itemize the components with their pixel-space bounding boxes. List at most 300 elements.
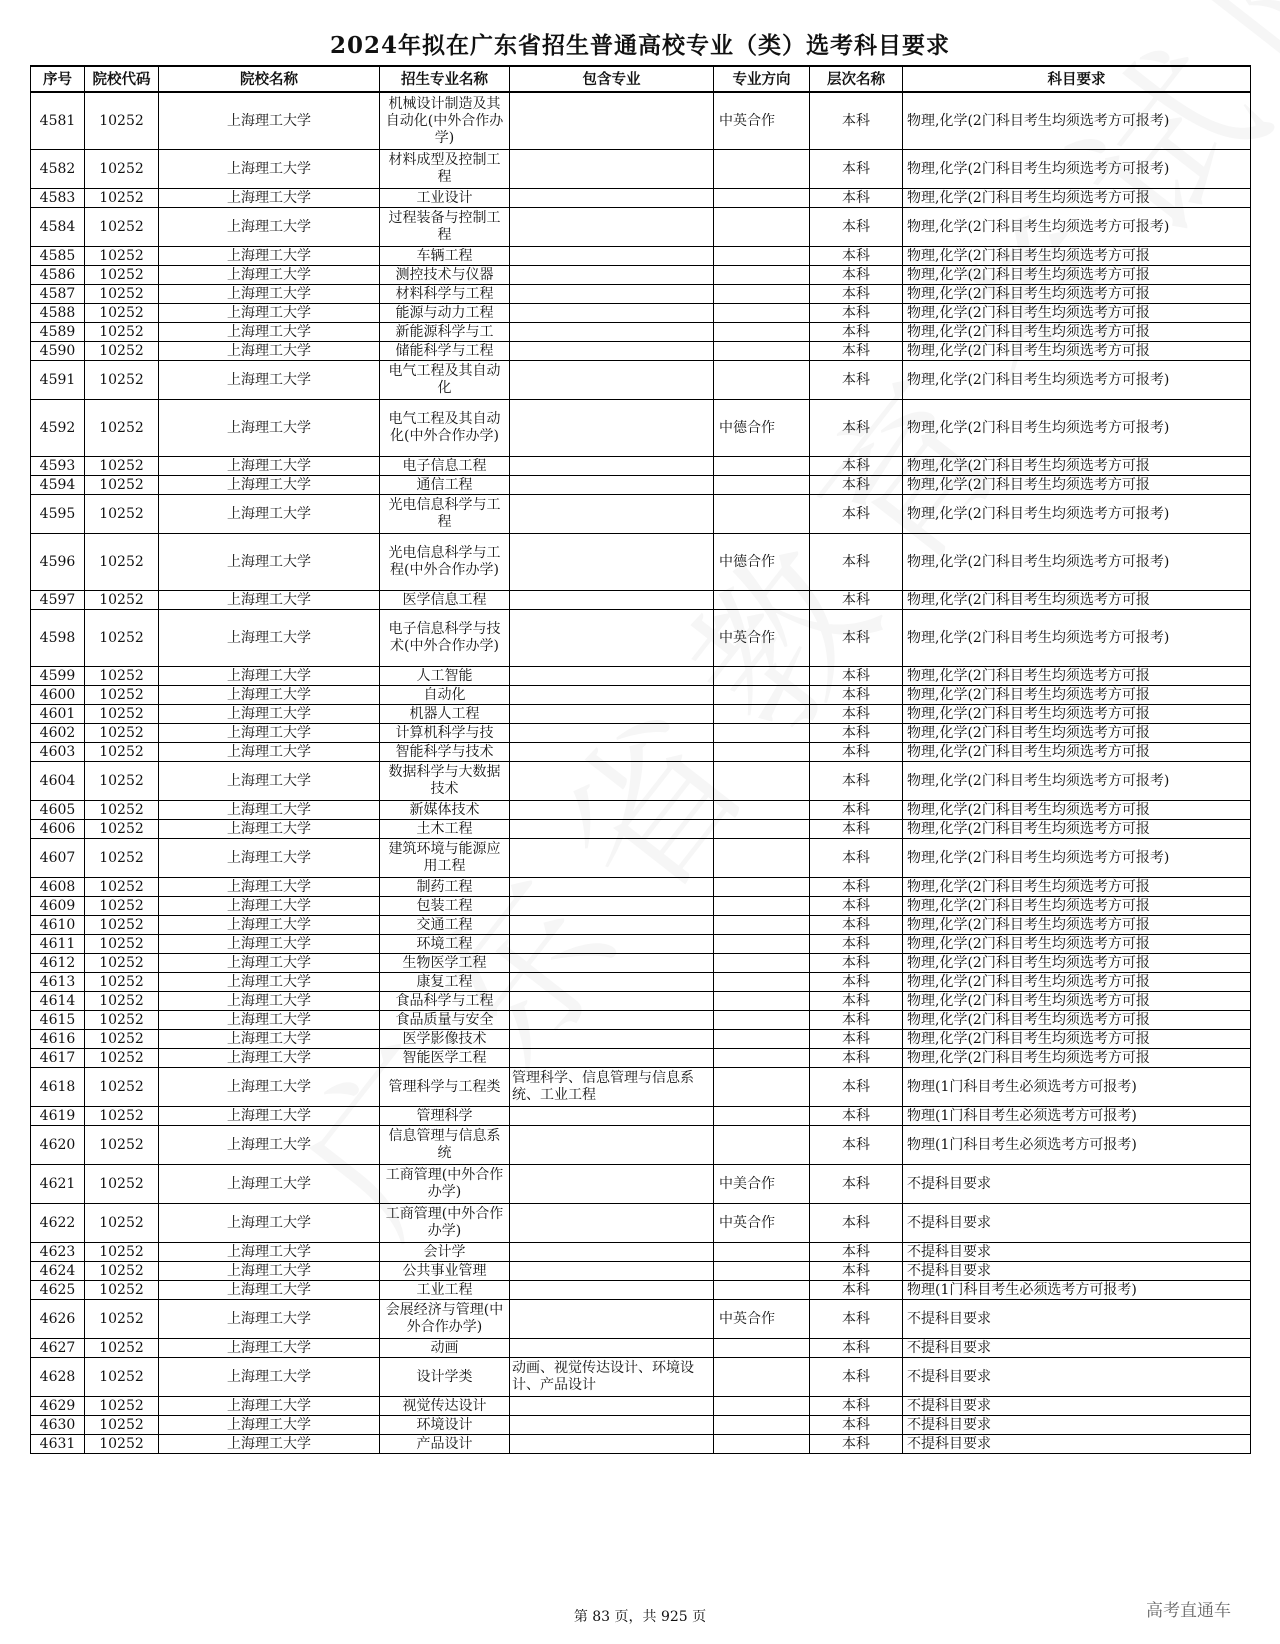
cell-school-name: 上海理工大学 (159, 839, 380, 878)
cell-no: 4600 (31, 686, 85, 705)
cell-level: 本科 (810, 973, 903, 992)
cell-major-name: 数据科学与大数据技术 (380, 762, 510, 801)
cell-direction (714, 801, 810, 820)
cell-school-name: 上海理工大学 (159, 1435, 380, 1454)
cell-included-majors (510, 762, 714, 801)
cell-major-name: 光电信息科学与工程(中外合作办学) (380, 534, 510, 591)
cell-major-name: 建筑环境与能源应用工程 (380, 839, 510, 878)
cell-level: 本科 (810, 743, 903, 762)
cell-direction (714, 1068, 810, 1107)
header-school-name: 院校名称 (159, 66, 380, 92)
cell-level: 本科 (810, 495, 903, 534)
cell-included-majors: 管理科学、信息管理与信息系统、工业工程 (510, 1068, 714, 1107)
cell-school-code: 10252 (85, 992, 159, 1011)
cell-school-name: 上海理工大学 (159, 1165, 380, 1204)
cell-school-code: 10252 (85, 1030, 159, 1049)
cell-included-majors (510, 1339, 714, 1358)
cell-level: 本科 (810, 954, 903, 973)
table-row (31, 534, 1251, 591)
cell-subject-requirement: 物理,化学(2门科目考生均须选考方可报 (903, 916, 1251, 935)
cell-direction (714, 1358, 810, 1397)
cell-direction: 中德合作 (714, 400, 810, 457)
cell-subject-requirement: 物理,化学(2门科目考生均须选考方可报 (903, 323, 1251, 342)
cell-included-majors (510, 1049, 714, 1068)
cell-direction (714, 839, 810, 878)
cell-no: 4608 (31, 878, 85, 897)
cell-direction (714, 189, 810, 208)
page-title: 2024年拟在广东省招生普通高校专业（类）选考科目要求 (329, 32, 950, 59)
cell-school-code: 10252 (85, 1416, 159, 1435)
cell-level: 本科 (810, 1358, 903, 1397)
cell-school-name: 上海理工大学 (159, 916, 380, 935)
cell-level: 本科 (810, 1416, 903, 1435)
cell-major-name: 电气工程及其自动化 (380, 361, 510, 400)
cell-school-code: 10252 (85, 361, 159, 400)
cell-no: 4598 (31, 610, 85, 667)
cell-direction (714, 1339, 810, 1358)
cell-school-name: 上海理工大学 (159, 189, 380, 208)
cell-school-name: 上海理工大学 (159, 1416, 380, 1435)
cell-no: 4601 (31, 705, 85, 724)
cell-level: 本科 (810, 1030, 903, 1049)
cell-school-code: 10252 (85, 150, 159, 189)
cell-level: 本科 (810, 897, 903, 916)
cell-no: 4606 (31, 820, 85, 839)
cell-included-majors (510, 266, 714, 285)
cell-major-name: 自动化 (380, 686, 510, 705)
cell-direction (714, 323, 810, 342)
table-row (31, 992, 1251, 1011)
cell-major-name: 工业工程 (380, 1281, 510, 1300)
cell-school-code: 10252 (85, 1107, 159, 1126)
cell-direction (714, 954, 810, 973)
brand-logo: 高考直通车 (1146, 1601, 1231, 1621)
cell-school-name: 上海理工大学 (159, 534, 380, 591)
cell-major-name: 医学影像技术 (380, 1030, 510, 1049)
cell-included-majors (510, 1397, 714, 1416)
table-row (31, 686, 1251, 705)
cell-school-name: 上海理工大学 (159, 705, 380, 724)
cell-level: 本科 (810, 361, 903, 400)
cell-major-name: 人工智能 (380, 667, 510, 686)
cell-included-majors (510, 189, 714, 208)
cell-level: 本科 (810, 266, 903, 285)
cell-level: 本科 (810, 705, 903, 724)
cell-school-name: 上海理工大学 (159, 150, 380, 189)
cell-direction (714, 935, 810, 954)
cell-included-majors (510, 705, 714, 724)
cell-direction (714, 743, 810, 762)
cell-included-majors (510, 495, 714, 534)
cell-school-name: 上海理工大学 (159, 878, 380, 897)
cell-included-majors (510, 1030, 714, 1049)
cell-school-name: 上海理工大学 (159, 820, 380, 839)
cell-school-name: 上海理工大学 (159, 457, 380, 476)
cell-subject-requirement: 物理,化学(2门科目考生均须选考方可报 (903, 476, 1251, 495)
cell-no: 4596 (31, 534, 85, 591)
page-number: 第 83 页，共 925 页 (573, 1609, 707, 1625)
cell-level: 本科 (810, 667, 903, 686)
cell-major-name: 测控技术与仪器 (380, 266, 510, 285)
cell-subject-requirement: 物理,化学(2门科目考生均须选考方可报 (903, 247, 1251, 266)
table-row (31, 724, 1251, 743)
cell-school-code: 10252 (85, 266, 159, 285)
table-row (31, 247, 1251, 266)
table-row (31, 705, 1251, 724)
cell-included-majors (510, 400, 714, 457)
cell-subject-requirement: 不提科目要求 (903, 1416, 1251, 1435)
cell-no: 4607 (31, 839, 85, 878)
table-row (31, 189, 1251, 208)
cell-major-name: 车辆工程 (380, 247, 510, 266)
cell-school-code: 10252 (85, 1281, 159, 1300)
cell-school-code: 10252 (85, 705, 159, 724)
cell-school-name: 上海理工大学 (159, 247, 380, 266)
cell-no: 4593 (31, 457, 85, 476)
cell-subject-requirement: 物理(1门科目考生必须选考方可报考) (903, 1107, 1251, 1126)
cell-school-name: 上海理工大学 (159, 1339, 380, 1358)
header-level: 层次名称 (810, 66, 903, 92)
cell-level: 本科 (810, 820, 903, 839)
cell-included-majors (510, 285, 714, 304)
table-row (31, 1030, 1251, 1049)
cell-subject-requirement: 物理,化学(2门科目考生均须选考方可报 (903, 935, 1251, 954)
cell-major-name: 食品科学与工程 (380, 992, 510, 1011)
cell-direction (714, 285, 810, 304)
cell-no: 4595 (31, 495, 85, 534)
cell-included-majors (510, 323, 714, 342)
cell-no: 4620 (31, 1126, 85, 1165)
cell-subject-requirement: 物理,化学(2门科目考生均须选考方可报 (903, 992, 1251, 1011)
cell-included-majors (510, 457, 714, 476)
cell-no: 4604 (31, 762, 85, 801)
cell-level: 本科 (810, 1011, 903, 1030)
cell-school-code: 10252 (85, 457, 159, 476)
cell-included-majors (510, 820, 714, 839)
cell-major-name: 土木工程 (380, 820, 510, 839)
cell-subject-requirement: 物理,化学(2门科目考生均须选考方可报 (903, 342, 1251, 361)
cell-subject-requirement: 物理,化学(2门科目考生均须选考方可报 (903, 724, 1251, 743)
cell-level: 本科 (810, 208, 903, 247)
cell-school-name: 上海理工大学 (159, 992, 380, 1011)
cell-school-code: 10252 (85, 1204, 159, 1243)
cell-school-name: 上海理工大学 (159, 954, 380, 973)
cell-subject-requirement: 不提科目要求 (903, 1262, 1251, 1281)
cell-major-name: 设计学类 (380, 1358, 510, 1397)
cell-school-code: 10252 (85, 591, 159, 610)
cell-no: 4618 (31, 1068, 85, 1107)
table-row (31, 1397, 1251, 1416)
cell-no: 4581 (31, 92, 85, 150)
cell-school-code: 10252 (85, 1049, 159, 1068)
cell-level: 本科 (810, 762, 903, 801)
cell-major-name: 会展经济与管理(中外合作办学) (380, 1300, 510, 1339)
cell-subject-requirement: 不提科目要求 (903, 1204, 1251, 1243)
cell-school-code: 10252 (85, 686, 159, 705)
table-body (31, 92, 1251, 1454)
cell-major-name: 医学信息工程 (380, 591, 510, 610)
cell-no: 4583 (31, 189, 85, 208)
cell-school-code: 10252 (85, 1300, 159, 1339)
cell-school-name: 上海理工大学 (159, 1243, 380, 1262)
cell-direction (714, 342, 810, 361)
cell-no: 4626 (31, 1300, 85, 1339)
cell-included-majors (510, 801, 714, 820)
cell-level: 本科 (810, 1243, 903, 1262)
cell-included-majors (510, 1204, 714, 1243)
cell-major-name: 材料成型及控制工程 (380, 150, 510, 189)
table-row (31, 1281, 1251, 1300)
cell-included-majors (510, 686, 714, 705)
cell-school-name: 上海理工大学 (159, 1068, 380, 1107)
cell-school-code: 10252 (85, 762, 159, 801)
cell-school-name: 上海理工大学 (159, 1126, 380, 1165)
cell-included-majors (510, 743, 714, 762)
cell-direction (714, 304, 810, 323)
table-row (31, 1416, 1251, 1435)
cell-major-name: 生物医学工程 (380, 954, 510, 973)
cell-level: 本科 (810, 1397, 903, 1416)
cell-school-code: 10252 (85, 1397, 159, 1416)
cell-level: 本科 (810, 150, 903, 189)
cell-no: 4610 (31, 916, 85, 935)
cell-level: 本科 (810, 1068, 903, 1107)
table-row (31, 1204, 1251, 1243)
cell-school-name: 上海理工大学 (159, 801, 380, 820)
cell-included-majors (510, 1435, 714, 1454)
header-included-majors: 包含专业 (510, 66, 714, 92)
cell-no: 4617 (31, 1049, 85, 1068)
cell-school-name: 上海理工大学 (159, 686, 380, 705)
table-row (31, 973, 1251, 992)
cell-included-majors (510, 878, 714, 897)
cell-school-name: 上海理工大学 (159, 495, 380, 534)
table-row (31, 820, 1251, 839)
cell-school-code: 10252 (85, 973, 159, 992)
cell-direction (714, 361, 810, 400)
cell-school-code: 10252 (85, 1126, 159, 1165)
cell-school-code: 10252 (85, 1262, 159, 1281)
cell-level: 本科 (810, 1435, 903, 1454)
cell-level: 本科 (810, 457, 903, 476)
cell-level: 本科 (810, 323, 903, 342)
cell-no: 4589 (31, 323, 85, 342)
cell-major-name: 电子信息工程 (380, 457, 510, 476)
cell-subject-requirement: 物理,化学(2门科目考生均须选考方可报考) (903, 208, 1251, 247)
table-row (31, 342, 1251, 361)
cell-subject-requirement: 物理(1门科目考生必须选考方可报考) (903, 1068, 1251, 1107)
cell-direction (714, 247, 810, 266)
cell-school-name: 上海理工大学 (159, 208, 380, 247)
cell-direction: 中英合作 (714, 1300, 810, 1339)
cell-no: 4614 (31, 992, 85, 1011)
table-row (31, 1243, 1251, 1262)
cell-no: 4591 (31, 361, 85, 400)
cell-level: 本科 (810, 1281, 903, 1300)
cell-subject-requirement: 物理,化学(2门科目考生均须选考方可报 (903, 1011, 1251, 1030)
cell-subject-requirement: 物理,化学(2门科目考生均须选考方可报考) (903, 762, 1251, 801)
cell-no: 4625 (31, 1281, 85, 1300)
cell-major-name: 能源与动力工程 (380, 304, 510, 323)
cell-major-name: 包装工程 (380, 897, 510, 916)
cell-subject-requirement: 物理,化学(2门科目考生均须选考方可报 (903, 266, 1251, 285)
cell-subject-requirement: 物理,化学(2门科目考生均须选考方可报考) (903, 361, 1251, 400)
cell-included-majors (510, 667, 714, 686)
cell-no: 4584 (31, 208, 85, 247)
cell-major-name: 环境工程 (380, 935, 510, 954)
header-no: 序号 (31, 66, 85, 92)
table-row (31, 208, 1251, 247)
cell-no: 4631 (31, 1435, 85, 1454)
cell-major-name: 光电信息科学与工程 (380, 495, 510, 534)
cell-level: 本科 (810, 839, 903, 878)
cell-subject-requirement: 不提科目要求 (903, 1243, 1251, 1262)
cell-included-majors (510, 1011, 714, 1030)
cell-school-name: 上海理工大学 (159, 285, 380, 304)
cell-school-name: 上海理工大学 (159, 743, 380, 762)
cell-level: 本科 (810, 476, 903, 495)
cell-major-name: 公共事业管理 (380, 1262, 510, 1281)
cell-major-name: 电气工程及其自动化(中外合作办学) (380, 400, 510, 457)
cell-level: 本科 (810, 92, 903, 150)
cell-school-code: 10252 (85, 208, 159, 247)
cell-included-majors (510, 1107, 714, 1126)
cell-subject-requirement: 物理,化学(2门科目考生均须选考方可报 (903, 285, 1251, 304)
cell-direction (714, 591, 810, 610)
cell-school-code: 10252 (85, 935, 159, 954)
cell-subject-requirement: 物理,化学(2门科目考生均须选考方可报 (903, 954, 1251, 973)
cell-school-code: 10252 (85, 743, 159, 762)
cell-major-name: 过程装备与控制工程 (380, 208, 510, 247)
table-row (31, 304, 1251, 323)
cell-included-majors (510, 992, 714, 1011)
cell-major-name: 会计学 (380, 1243, 510, 1262)
cell-included-majors: 动画、视觉传达设计、环境设计、产品设计 (510, 1358, 714, 1397)
cell-no: 4590 (31, 342, 85, 361)
table-row (31, 801, 1251, 820)
table-row (31, 1300, 1251, 1339)
cell-level: 本科 (810, 1107, 903, 1126)
table-row (31, 935, 1251, 954)
cell-school-code: 10252 (85, 342, 159, 361)
table-row (31, 1262, 1251, 1281)
table-row (31, 457, 1251, 476)
cell-subject-requirement: 物理,化学(2门科目考生均须选考方可报 (903, 878, 1251, 897)
cell-no: 4592 (31, 400, 85, 457)
cell-no: 4588 (31, 304, 85, 323)
table-row (31, 266, 1251, 285)
cell-direction (714, 476, 810, 495)
cell-level: 本科 (810, 591, 903, 610)
cell-school-name: 上海理工大学 (159, 361, 380, 400)
cell-level: 本科 (810, 1262, 903, 1281)
cell-included-majors (510, 954, 714, 973)
cell-no: 4627 (31, 1339, 85, 1358)
cell-direction (714, 1262, 810, 1281)
table-row (31, 400, 1251, 457)
cell-major-name: 工商管理(中外合作办学) (380, 1204, 510, 1243)
cell-included-majors (510, 839, 714, 878)
table-row (31, 92, 1251, 150)
cell-school-code: 10252 (85, 400, 159, 457)
cell-school-name: 上海理工大学 (159, 935, 380, 954)
cell-school-code: 10252 (85, 92, 159, 150)
cell-subject-requirement: 物理,化学(2门科目考生均须选考方可报 (903, 667, 1251, 686)
cell-level: 本科 (810, 285, 903, 304)
cell-level: 本科 (810, 935, 903, 954)
cell-subject-requirement: 物理(1门科目考生必须选考方可报考) (903, 1281, 1251, 1300)
cell-subject-requirement: 物理,化学(2门科目考生均须选考方可报 (903, 686, 1251, 705)
cell-no: 4586 (31, 266, 85, 285)
header-subject-requirement: 科目要求 (903, 66, 1251, 92)
cell-school-name: 上海理工大学 (159, 610, 380, 667)
cell-subject-requirement: 物理,化学(2门科目考生均须选考方可报 (903, 973, 1251, 992)
cell-direction (714, 1126, 810, 1165)
cell-school-code: 10252 (85, 1011, 159, 1030)
cell-direction (714, 1435, 810, 1454)
cell-level: 本科 (810, 247, 903, 266)
cell-school-name: 上海理工大学 (159, 266, 380, 285)
cell-direction (714, 1243, 810, 1262)
cell-included-majors (510, 916, 714, 935)
table-row (31, 1107, 1251, 1126)
cell-subject-requirement: 物理,化学(2门科目考生均须选考方可报考) (903, 839, 1251, 878)
cell-included-majors (510, 304, 714, 323)
cell-subject-requirement: 物理,化学(2门科目考生均须选考方可报考) (903, 534, 1251, 591)
cell-school-name: 上海理工大学 (159, 304, 380, 323)
cell-major-name: 环境设计 (380, 1416, 510, 1435)
cell-major-name: 动画 (380, 1339, 510, 1358)
cell-major-name: 康复工程 (380, 973, 510, 992)
cell-direction (714, 1416, 810, 1435)
cell-direction (714, 686, 810, 705)
cell-school-code: 10252 (85, 610, 159, 667)
cell-no: 4613 (31, 973, 85, 992)
cell-school-code: 10252 (85, 839, 159, 878)
table-row (31, 1435, 1251, 1454)
cell-included-majors (510, 1281, 714, 1300)
cell-level: 本科 (810, 1339, 903, 1358)
table-row (31, 762, 1251, 801)
table-row (31, 1126, 1251, 1165)
cell-no: 4605 (31, 801, 85, 820)
cell-major-name: 信息管理与信息系统 (380, 1126, 510, 1165)
cell-included-majors (510, 1165, 714, 1204)
cell-no: 4603 (31, 743, 85, 762)
cell-subject-requirement: 物理,化学(2门科目考生均须选考方可报考) (903, 92, 1251, 150)
cell-school-name: 上海理工大学 (159, 476, 380, 495)
cell-school-code: 10252 (85, 476, 159, 495)
table-row (31, 591, 1251, 610)
cell-included-majors (510, 973, 714, 992)
cell-level: 本科 (810, 1165, 903, 1204)
cell-school-code: 10252 (85, 189, 159, 208)
table-row (31, 667, 1251, 686)
cell-direction (714, 820, 810, 839)
cell-major-name: 机械设计制造及其自动化(中外合作办学) (380, 92, 510, 150)
cell-included-majors (510, 476, 714, 495)
cell-direction (714, 495, 810, 534)
cell-school-name: 上海理工大学 (159, 1262, 380, 1281)
cell-major-name: 智能医学工程 (380, 1049, 510, 1068)
cell-subject-requirement: 物理,化学(2门科目考生均须选考方可报 (903, 801, 1251, 820)
cell-school-name: 上海理工大学 (159, 1358, 380, 1397)
cell-direction (714, 208, 810, 247)
cell-subject-requirement: 物理,化学(2门科目考生均须选考方可报 (903, 705, 1251, 724)
cell-subject-requirement: 物理,化学(2门科目考生均须选考方可报 (903, 304, 1251, 323)
table-row (31, 610, 1251, 667)
cell-school-code: 10252 (85, 1165, 159, 1204)
